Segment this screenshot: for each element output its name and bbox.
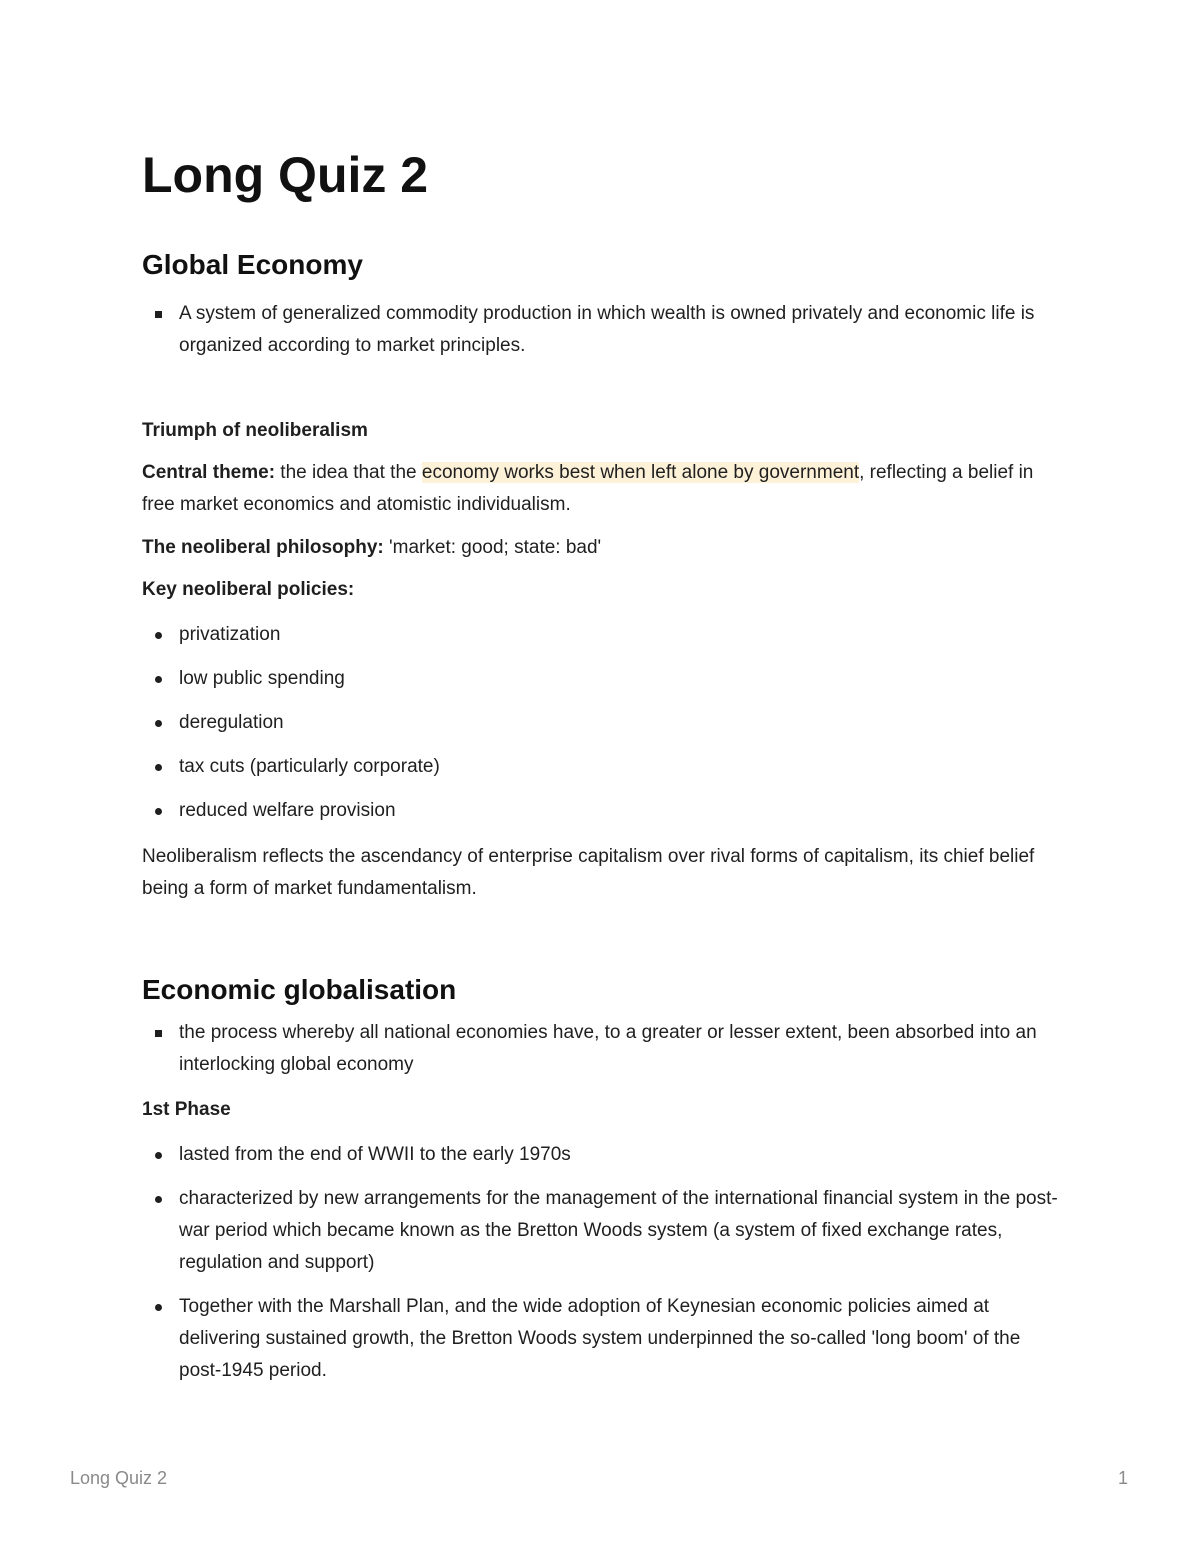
- highlighted-text: economy works best when left alone by government: [421, 462, 860, 483]
- list-item: A system of generalized commodity production in which wealth is owned privately and economic life is organized according to market principles.: [142, 298, 1062, 362]
- list-item: lasted from the end of WWII to the early 1970s: [142, 1139, 1062, 1171]
- policies-list: [142, 619, 1062, 827]
- square-bullet-icon: [155, 311, 162, 318]
- dot-bullet-icon: [155, 720, 162, 727]
- dot-bullet-icon: [155, 632, 162, 639]
- list-item: deregulation: [142, 707, 1062, 739]
- central-theme-paragraph: Central theme: the idea that the economy works best when left alone by government, reflecting a belief in free market economics and atomistic individualism.: [142, 462, 1034, 515]
- list-item: tax cuts (particularly corporate): [142, 751, 1062, 783]
- section-heading-global-economy: Global Economy: [142, 249, 363, 280]
- footer-page-number: 1: [1117, 1468, 1128, 1488]
- dot-bullet-icon: [155, 764, 162, 771]
- list-item: the process whereby all national economies have, to a greater or lesser extent, been absorbed into an interlocking global economy: [142, 1017, 1062, 1081]
- dot-bullet-icon: [155, 1304, 162, 1311]
- dot-bullet-icon: [155, 676, 162, 683]
- global-economy-list: [142, 298, 1062, 362]
- closing-paragraph: Neoliberalism reflects the ascendancy of enterprise capitalism over rival forms of capitalism, its chief belief being a form of market fundamentalism.: [142, 846, 1035, 899]
- section-heading-economic-globalisation: Economic globalisation: [142, 974, 457, 1005]
- list-item: low public spending: [142, 663, 1062, 695]
- list-item: characterized by new arrangements for the management of the international financial system in the post-war period which became known as the Bretton Woods system (a system of fixed exchange rates, regulation and support): [142, 1183, 1062, 1279]
- neoliberalism-heading: Triumph of neoliberalism: [142, 420, 368, 441]
- policies-heading: Key neoliberal policies:: [142, 579, 355, 600]
- list-item: reduced welfare provision: [142, 795, 1062, 827]
- dot-bullet-icon: [155, 808, 162, 815]
- page-title: Long Quiz 2: [142, 147, 429, 203]
- phase1-list: [142, 1139, 1062, 1387]
- square-bullet-icon: [155, 1030, 162, 1037]
- philosophy-paragraph: The neoliberal philosophy: 'market: good; state: bad': [142, 537, 602, 558]
- phase1-heading: 1st Phase: [142, 1099, 231, 1120]
- list-item: Together with the Marshall Plan, and the wide adoption of Keynesian economic policies aimed at delivering sustained growth, the Bretton Woods system underpinned the so-called 'long boom' of the post-1945 period.: [142, 1291, 1062, 1387]
- footer-document-title: Long Quiz 2: [70, 1468, 168, 1488]
- dot-bullet-icon: [155, 1152, 162, 1159]
- dot-bullet-icon: [155, 1196, 162, 1203]
- list-item: privatization: [142, 619, 1062, 651]
- globalisation-list: [142, 1017, 1062, 1081]
